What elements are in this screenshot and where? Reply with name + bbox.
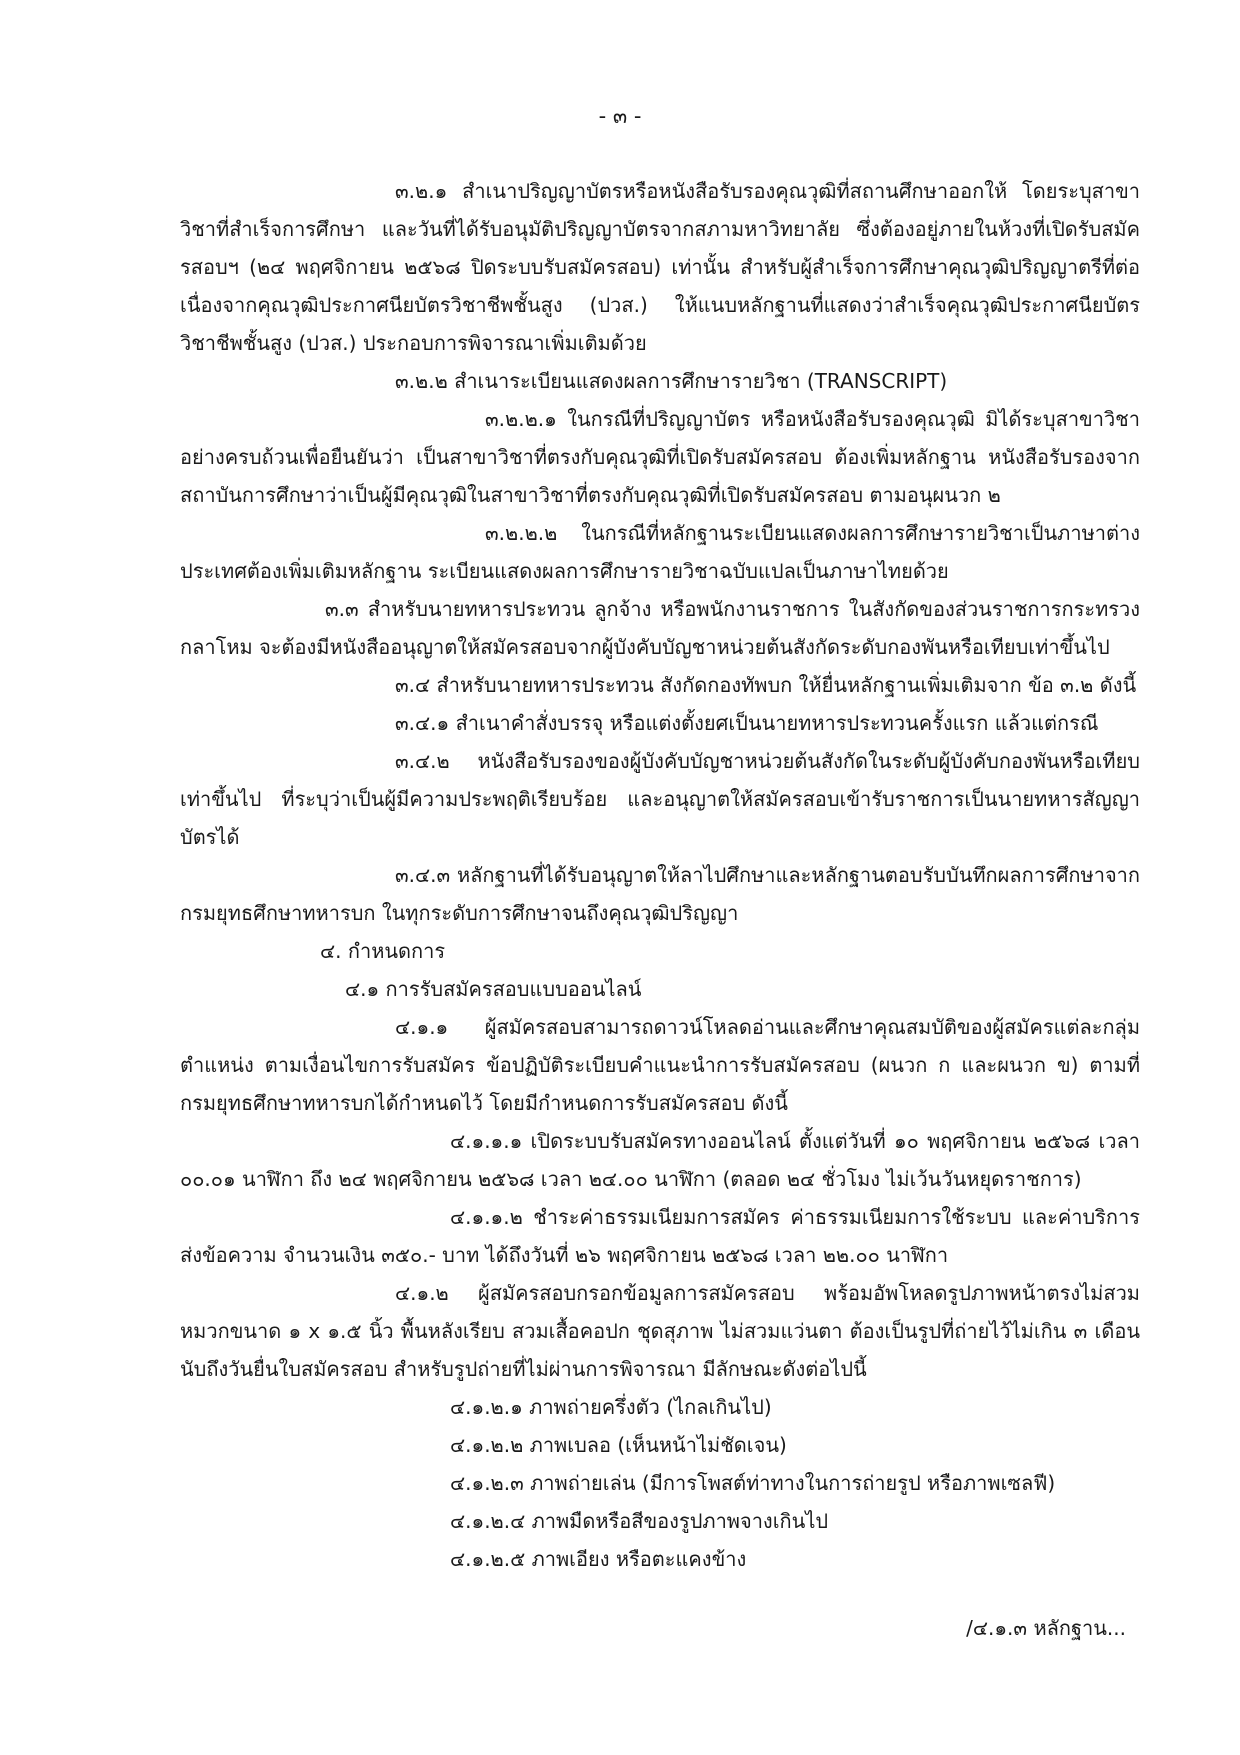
paragraph-3-2-2: ๓.๒.๒ สำเนาระเบียนแสดงผลการศึกษารายวิชา (TRANSCRIPT): [395, 369, 948, 393]
photo-item-2: ๔.๑.๒.๒ ภาพเบลอ (เห็นหน้าไม่ชัดเจน): [450, 1433, 787, 1457]
page-number: - ๓ -: [598, 104, 642, 128]
document-body: [180, 172, 1140, 1578]
photo-item-1: ๔.๑.๒.๑ ภาพถ่ายครึ่งตัว (ไกลเกินไป): [450, 1395, 772, 1419]
paragraph-3-4-3: ๓.๔.๓ หลักฐานที่ได้รับอนุญาตให้ลาไปศึกษาและหลักฐานตอบรับบันทึกผลการศึกษาจากกรมยุทธศึกษาทหารบก ในทุกระดับการศึกษาจนถึงคุณวุฒิปริญญา: [180, 863, 1140, 925]
paragraph-3-2-2-1: ๓.๒.๒.๑ ในกรณีที่ปริญญาบัตร หรือหนังสือรับรองคุณวุฒิ มิได้ระบุสาขาวิชาอย่างครบถ้วนเพื่อยืนยันว่า เป็นสาขาวิชาที่ตรงกับคุณวุฒิที่เปิดรับสมัครสอบ ต้องเพิ่มหลักฐาน หนังสือรับรองจากสถาบันการศึกษาว่าเป็นผู้มีคุณวุฒิในสาขาวิชาที่ตรงกับคุณวุฒิที่เปิดรับสมัครสอบ ตามอนุผนวก ๒: [180, 407, 1140, 507]
paragraph-4-1-1: ๔.๑.๑ ผู้สมัครสอบสามารถดาวน์โหลดอ่านและศึกษาคุณสมบัติของผู้สมัครแต่ละกลุ่มตำแหน่ง ตามเงื่อนไขการรับสมัคร ข้อปฏิบัติระเบียบคำแนะนำการรับสมัครสอบ (ผนวก ก และผนวก ข) ตามที่กรมยุทธศึกษาทหารบกได้กำหนดไว้ โดยมีกำหนดการรับสมัครสอบ ดังนี้: [180, 1015, 1140, 1115]
paragraph-4-1-1-1: ๔.๑.๑.๑ เปิดระบบรับสมัครทางออนไลน์ ตั้งแต่วันที่ ๑๐ พฤศจิกายน ๒๕๖๘ เวลา ๐๐.๐๑ นาฬิกา ถึง ๒๔ พฤศจิกายน ๒๕๖๘ เวลา ๒๔.๐๐ นาฬิกา (ตลอด ๒๔ ชั่วโมง ไม่เว้นวันหยุดราชการ): [180, 1129, 1140, 1191]
paragraph-3-2-2-2: ๓.๒.๒.๒ ในกรณีที่หลักฐานระเบียนแสดงผลการศึกษารายวิชาเป็นภาษาต่างประเทศต้องเพิ่มเติมหลักฐาน ระเบียนแสดงผลการศึกษารายวิชาฉบับแปลเป็นภาษาไทยด้วย: [180, 521, 1140, 583]
paragraph-4-1-2: ๔.๑.๒ ผู้สมัครสอบกรอกข้อมูลการสมัครสอบ พร้อมอัพโหลดรูปภาพหน้าตรงไม่สวมหมวกขนาด ๑ x ๑.๕ นิ้ว พื้นหลังเรียบ สวมเสื้อคอปก ชุดสุภาพ ไม่สวมแว่นตา ต้องเป็นรูปที่ถ่ายไว้ไม่เกิน ๓ เดือนนับถึงวันยื่นใบสมัครสอบ สำหรับรูปถ่ายที่ไม่ผ่านการพิจารณา มีลักษณะดังต่อไปนี้: [180, 1281, 1140, 1381]
photo-item-4: ๔.๑.๒.๔ ภาพมืดหรือสีของรูปภาพจางเกินไป: [450, 1509, 829, 1533]
paragraph-3-4-2: ๓.๔.๒ หนังสือรับรองของผู้บังคับบัญชาหน่วยต้นสังกัดในระดับผู้บังคับกองพันหรือเทียบเท่าขึ้นไป ที่ระบุว่าเป็นผู้มีความประพฤติเรียบร้อย และอนุญาตให้สมัครสอบเข้ารับราชการเป็นนายทหารสัญญาบัตรได้: [180, 749, 1140, 849]
paragraph-3-4-1: ๓.๔.๑ สำเนาคำสั่งบรรจุ หรือแต่งตั้งยศเป็นนายทหารประทวนครั้งแรก แล้วแต่กรณี: [395, 711, 1099, 735]
photo-item-5: ๔.๑.๒.๕ ภาพเอียง หรือตะแคงข้าง: [450, 1547, 747, 1571]
paragraph-3-2-1: ๓.๒.๑ สำเนาปริญญาบัตรหรือหนังสือรับรองคุณวุฒิที่สถานศึกษาออกให้ โดยระบุสาขาวิชาที่สำเร็จการศึกษา และวันที่ได้รับอนุมัติปริญญาบัตรจากสภามหาวิทยาลัย ซึ่งต้องอยู่ภายในห้วงที่เปิดรับสมัครสอบฯ (๒๔ พฤศจิกายน ๒๕๖๘ ปิดระบบรับสมัครสอบ) เท่านั้น สำหรับผู้สำเร็จการศึกษาคุณวุฒิปริญญาตรีที่ต่อเนื่องจากคุณวุฒิประกาศนียบัตรวิชาชีพชั้นสูง (ปวส.) ให้แนบหลักฐานที่แสดงว่าสำเร็จคุณวุฒิประกาศนียบัตรวิชาชีพชั้นสูง (ปวส.) ประกอบการพิจารณาเพิ่มเติมด้วย: [180, 179, 1140, 355]
photo-item-3: ๔.๑.๒.๓ ภาพถ่ายเล่น (มีการโพสต์ท่าทางในการถ่ายรูป หรือภาพเซลฟี): [450, 1471, 1056, 1495]
paragraph-3-3: ๓.๓ สำหรับนายทหารประทวน ลูกจ้าง หรือพนักงานราชการ ในสังกัดของส่วนราชการกระทรวงกลาโหม จะต้องมีหนังสืออนุญาตให้สมัครสอบจากผู้บังคับบัญชาหน่วยต้นสังกัดระดับกองพันหรือเทียบเท่าขึ้นไป: [180, 597, 1140, 659]
continuation-note: /๔.๑.๓ หลักฐาน...: [966, 1616, 1126, 1640]
paragraph-4-1-1-2: ๔.๑.๑.๒ ชำระค่าธรรมเนียมการสมัคร ค่าธรรมเนียมการใช้ระบบ และค่าบริการส่งข้อความ จำนวนเงิน ๓๕๐.- บาท ได้ถึงวันที่ ๒๖ พฤศจิกายน ๒๕๖๘ เวลา ๒๒.๐๐ นาฬิกา: [180, 1205, 1140, 1267]
heading-4-1-online-application: ๔.๑ การรับสมัครสอบแบบออนไลน์: [345, 977, 642, 1001]
paragraph-3-4: ๓.๔ สำหรับนายทหารประทวน สังกัดกองทัพบก ให้ยื่นหลักฐานเพิ่มเติมจาก ข้อ ๓.๒ ดังนี้: [395, 673, 1137, 697]
heading-4-schedule: ๔. กำหนดการ: [320, 939, 446, 963]
